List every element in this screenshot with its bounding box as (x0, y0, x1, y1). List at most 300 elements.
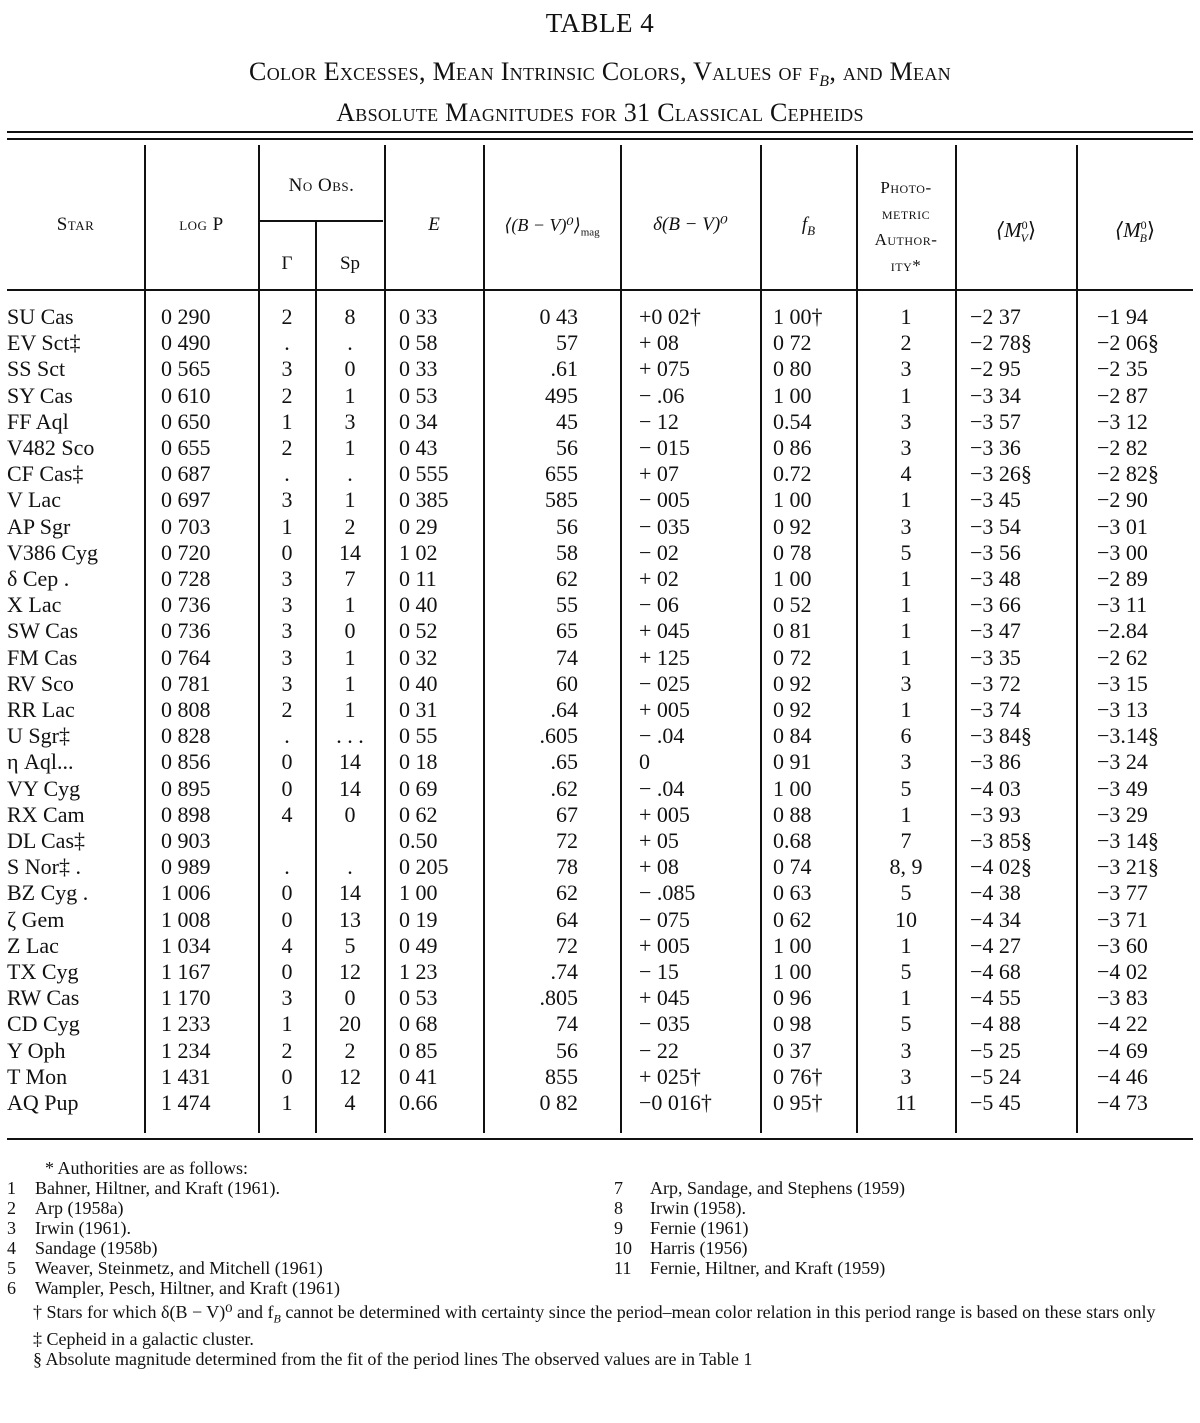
authority-item (614, 1178, 1193, 1198)
header-authority-line: ity* (890, 256, 922, 275)
authority-number: 10 (614, 1238, 632, 1258)
cell-star: BZ Cyg . (7, 880, 89, 906)
cell-mean-color: 855 (545, 1063, 578, 1089)
header-delta-color: δ(B − V)⁰ (653, 214, 728, 235)
cell-star: AQ Pup (7, 1090, 79, 1115)
cell-delta-color: − 06 (639, 592, 679, 618)
cell-e: 0 40 (399, 670, 438, 696)
cell-mv: −3 34 (970, 382, 1021, 408)
cell-fb: 0 92 (773, 697, 812, 722)
cell-star: SY Cas (7, 382, 73, 408)
footnote-dagger-sub: B (273, 1311, 281, 1326)
footnote-dagger-end: cannot be determined with certainty since the period–mean color relation in this period range is based on these stars only (280, 1302, 1156, 1322)
cell-log-p: 0 728 (161, 566, 211, 591)
table-row (0, 592, 1200, 618)
authority-text: Harris (1956) (650, 1238, 748, 1258)
cell-mb: −2 82 (1097, 435, 1148, 460)
cell-log-p: 0 736 (161, 592, 211, 618)
table-row (0, 1090, 1200, 1116)
cell-sp: 1 (344, 487, 356, 513)
cell-mv: −2 37 (970, 304, 1021, 329)
cell-fb: 0 37 (773, 1037, 812, 1063)
cell-gamma: 0 (281, 749, 293, 775)
cell-fb: 1 00 (773, 566, 812, 591)
cell-sp: 5 (344, 932, 356, 958)
table-row (0, 1038, 1200, 1064)
header-mv-text: ⟨M (995, 218, 1022, 242)
authority-number: 3 (7, 1218, 16, 1238)
cell-mean-color: .74 (550, 959, 578, 984)
authority-item (614, 1198, 1193, 1218)
cell-fb: 0 74 (773, 854, 812, 880)
cell-fb: 0 52 (773, 592, 812, 618)
cell-mean-color: .65 (550, 749, 578, 775)
cell-log-p: 0 856 (161, 749, 211, 775)
cell-authority: 1 (900, 618, 912, 644)
cell-mean-color: 64 (556, 906, 578, 932)
cell-mb: −3 21§ (1097, 854, 1159, 880)
cell-log-p: 1 170 (161, 985, 211, 1011)
cell-gamma: 2 (281, 382, 293, 408)
cell-authority: 1 (900, 985, 912, 1011)
cell-mean-color: 57 (556, 330, 578, 356)
cell-authority: 3 (900, 435, 912, 460)
cell-fb: 0 62 (773, 906, 812, 932)
footnote-dagger (7, 1302, 1193, 1329)
cell-fb: 0 88 (773, 801, 812, 827)
table-row (0, 304, 1200, 330)
cell-log-p: 1 034 (161, 932, 211, 958)
cell-fb: 0 91 (773, 749, 812, 775)
authorities-heading: * Authorities are as follows: (45, 1158, 248, 1178)
authorities-list (7, 1178, 1193, 1302)
header-sp: Sp (339, 253, 361, 274)
header-fb (761, 214, 856, 242)
cell-star: η Aql... (7, 749, 74, 775)
cell-gamma: 3 (281, 644, 293, 670)
cell-fb: 0 92 (773, 513, 812, 539)
table-row (0, 1011, 1200, 1037)
cell-sp: 7 (344, 566, 356, 591)
cell-mb: −2 62 (1097, 644, 1148, 670)
cell-gamma: 2 (281, 697, 293, 722)
table-row (0, 409, 1200, 435)
cell-e: 0 18 (399, 749, 438, 775)
authority-text: Fernie, Hiltner, and Kraft (1959) (650, 1258, 886, 1278)
cell-authority: 10 (895, 906, 917, 932)
cell-fb: 1 00 (773, 932, 812, 958)
header-rule (7, 289, 1193, 291)
authority-number: 8 (614, 1198, 623, 1218)
cell-star: EV Sct‡ (7, 330, 81, 356)
authority-text: Irwin (1958). (650, 1198, 746, 1218)
table-number: TABLE 4 (545, 8, 655, 38)
cell-mean-color: 78 (556, 854, 578, 880)
cell-mean-color: 60 (556, 670, 578, 696)
cell-authority: 1 (900, 304, 912, 329)
cell-mean-color: 655 (545, 461, 578, 487)
cell-star: CF Cas‡ (7, 461, 84, 487)
cell-e: 0 55 (399, 723, 438, 749)
authority-text: Weaver, Steinmetz, and Mitchell (1961) (35, 1258, 323, 1278)
cell-sp: 20 (339, 1011, 361, 1037)
cell-mv: −3 57 (970, 408, 1021, 434)
cell-mv: −3 86 (970, 749, 1021, 775)
cell-delta-color: − 22 (639, 1037, 679, 1063)
cell-delta-color: − .04 (639, 775, 685, 801)
cell-mv: −3 56 (970, 539, 1021, 565)
table-row (0, 959, 1200, 985)
authority-text: Fernie (1961) (650, 1218, 749, 1238)
cell-log-p: 0 290 (161, 304, 211, 329)
cell-delta-color: + 08 (639, 854, 679, 880)
cell-sp: 8 (344, 304, 356, 329)
table-row (0, 645, 1200, 671)
cell-star: V Lac (7, 487, 61, 513)
cell-gamma: 2 (281, 1037, 293, 1063)
cell-log-p: 0 895 (161, 775, 211, 801)
cell-mean-color: .805 (539, 985, 578, 1011)
header-mb-text: ⟨M (1114, 218, 1141, 242)
cell-delta-color: − .04 (639, 723, 685, 749)
table-row (0, 330, 1200, 356)
cell-delta-color: − 025 (639, 670, 690, 696)
cell-fb: 0 92 (773, 670, 812, 696)
cell-sp: 1 (344, 382, 356, 408)
cell-gamma: 0 (281, 1063, 293, 1089)
cell-mb: −2 89 (1097, 566, 1148, 591)
authority-text: Bahner, Hiltner, and Kraft (1961). (35, 1178, 280, 1198)
authority-text: Sandage (1958b) (35, 1238, 158, 1258)
cell-gamma: 3 (281, 618, 293, 644)
cell-sp: 1 (344, 435, 356, 460)
authorities-right (614, 1178, 1193, 1278)
cell-mean-color: 585 (545, 487, 578, 513)
cell-delta-color: − 12 (639, 408, 679, 434)
cell-mv: −3 84§ (970, 723, 1032, 749)
cell-authority: 1 (900, 592, 912, 618)
cell-mean-color: 65 (556, 618, 578, 644)
cell-log-p: 1 006 (161, 880, 211, 906)
cell-sp: 13 (339, 906, 361, 932)
cell-star: Y Oph (7, 1037, 66, 1063)
cell-star: RV Sco (7, 670, 74, 696)
cell-star: S Nor‡ . (7, 854, 81, 880)
cell-e: 0 34 (399, 408, 438, 434)
cell-gamma: 0 (281, 906, 293, 932)
cell-log-p: 0 781 (161, 670, 211, 696)
cell-e: 1 23 (399, 959, 438, 984)
cell-authority: 3 (900, 1037, 912, 1063)
table-row (0, 854, 1200, 880)
cell-mv: −2 95 (970, 356, 1021, 382)
cell-sp: . (347, 854, 353, 880)
cell-star: ζ Gem (7, 906, 65, 932)
cell-e: 0.50 (399, 828, 438, 853)
cell-mean-color: 62 (556, 566, 578, 591)
cell-delta-color: + 07 (639, 461, 679, 487)
cell-sp: 12 (339, 959, 361, 984)
cell-sp: 0 (344, 356, 356, 382)
cell-sp: 4 (344, 1090, 356, 1115)
cell-mb: −3 14§ (1097, 828, 1159, 853)
cell-delta-color: − 015 (639, 435, 690, 460)
cell-mv: −5 25 (970, 1037, 1021, 1063)
cell-gamma: . (284, 723, 290, 749)
header-mean-color (484, 214, 620, 244)
cell-delta-color: + 045 (639, 618, 690, 644)
cell-mb: −2 82§ (1097, 461, 1159, 487)
authorities-left (7, 1178, 607, 1298)
cell-sp: 1 (344, 697, 356, 722)
cell-mv: −4 34 (970, 906, 1021, 932)
cell-authority: 1 (900, 644, 912, 670)
authority-number: 11 (614, 1258, 632, 1278)
cell-delta-color: − .06 (639, 382, 685, 408)
bottom-rule (7, 1138, 1193, 1140)
cell-mean-color: 58 (556, 539, 578, 565)
cell-e: 0 69 (399, 775, 438, 801)
cell-mb: −3 00 (1097, 539, 1148, 565)
cell-e: 0 205 (399, 854, 449, 880)
cell-delta-color: − 15 (639, 959, 679, 984)
header-authority-line: metric (881, 204, 931, 223)
cell-delta-color: − .085 (639, 880, 696, 906)
cell-mv: −3 74 (970, 697, 1021, 722)
header-gamma: Γ (281, 253, 293, 274)
cell-authority: 5 (900, 880, 912, 906)
cell-delta-color: −0 016† (639, 1090, 712, 1115)
cell-fb: 0 96 (773, 985, 812, 1011)
cell-star: DL Cas‡ (7, 828, 86, 853)
cell-authority: 5 (900, 959, 912, 984)
caption-subscript: B (819, 73, 830, 91)
cell-star: V482 Sco (7, 435, 95, 460)
cell-delta-color: − 035 (639, 1011, 690, 1037)
cell-sp: 14 (339, 749, 361, 775)
header-log-p: log P (179, 214, 224, 235)
authority-text: Arp, Sandage, and Stephens (1959) (650, 1178, 905, 1198)
cell-fb: 0.72 (773, 461, 812, 487)
cell-mean-color: 55 (556, 592, 578, 618)
authority-item (7, 1198, 607, 1218)
table-row (0, 671, 1200, 697)
cell-authority: 3 (900, 1063, 912, 1089)
cell-sp: 12 (339, 1063, 361, 1089)
footnote-dagger-text: † Stars for which δ(B − V)⁰ and f (33, 1302, 274, 1322)
table-row (0, 880, 1200, 906)
cell-star: SS Sct (7, 356, 66, 382)
cell-mb: −3 83 (1097, 985, 1148, 1011)
cell-fb: 1 00† (773, 304, 823, 329)
cell-mean-color: 56 (556, 435, 578, 460)
cell-sp: 14 (339, 539, 361, 565)
cell-sp: . (347, 461, 353, 487)
cell-log-p: 0 565 (161, 356, 211, 382)
cell-log-p: 1 008 (161, 906, 211, 932)
authority-item (7, 1218, 607, 1238)
cell-mb: −4 02 (1097, 959, 1148, 984)
cell-mv: −3 66 (970, 592, 1021, 618)
cell-delta-color: +0 02† (639, 304, 701, 329)
table-row (0, 723, 1200, 749)
table-row (0, 383, 1200, 409)
cell-gamma: 3 (281, 487, 293, 513)
cell-log-p: 0 828 (161, 723, 211, 749)
table-row (0, 487, 1200, 513)
cell-delta-color: + 005 (639, 697, 690, 722)
cell-e: 0 11 (399, 566, 437, 591)
cell-log-p: 0 903 (161, 828, 211, 853)
cell-mean-color: 72 (556, 932, 578, 958)
cell-authority: 3 (900, 749, 912, 775)
cell-e: 0 49 (399, 932, 438, 958)
header-mv-close: ⟩ (1027, 218, 1037, 242)
cell-mean-color: 0 43 (539, 304, 578, 329)
cell-mv: −4 68 (970, 959, 1021, 984)
authority-number: 9 (614, 1218, 623, 1238)
cell-gamma: 1 (281, 513, 293, 539)
cell-delta-color: + 045 (639, 985, 690, 1011)
table-row (0, 828, 1200, 854)
cell-delta-color: + 025† (639, 1063, 701, 1089)
cell-fb: 1 00 (773, 382, 812, 408)
cell-delta-color: + 005 (639, 932, 690, 958)
authority-item (7, 1238, 607, 1258)
cell-star: CD Cyg (7, 1011, 80, 1037)
cell-delta-color: − 035 (639, 513, 690, 539)
cell-mean-color: 495 (545, 382, 578, 408)
cell-gamma: 3 (281, 985, 293, 1011)
cell-authority: 3 (900, 670, 912, 696)
cell-sp: 3 (344, 408, 356, 434)
cell-sp: 2 (344, 1037, 356, 1063)
cell-gamma: . (284, 330, 290, 356)
authority-text: Wampler, Pesch, Hiltner, and Kraft (1961) (35, 1278, 341, 1298)
cell-e: 0 53 (399, 382, 438, 408)
cell-mean-color: .61 (550, 356, 578, 382)
cell-sp: . (347, 330, 353, 356)
header-mean-color-text: ⟨(B − V)⁰⟩ (504, 215, 581, 235)
cell-log-p: 0 697 (161, 487, 211, 513)
cell-e: 0 33 (399, 356, 438, 382)
cell-gamma: . (284, 854, 290, 880)
cell-sp: . . . (336, 723, 364, 749)
authority-item (614, 1238, 1193, 1258)
cell-mean-color: 56 (556, 513, 578, 539)
cell-gamma: 0 (281, 775, 293, 801)
cell-mv: −2 78§ (970, 330, 1032, 356)
cell-sp: 0 (344, 618, 356, 644)
cell-e: 0.66 (399, 1090, 438, 1115)
cell-fb: 0 76† (773, 1063, 823, 1089)
cell-log-p: 0 610 (161, 382, 211, 408)
cell-mb: −3 29 (1097, 801, 1148, 827)
cell-authority: 4 (900, 461, 912, 487)
header-mv-sub: V (1020, 231, 1028, 246)
cell-delta-color: + 005 (639, 801, 690, 827)
cell-fb: 0.54 (773, 408, 812, 434)
table-row (0, 776, 1200, 802)
cell-fb: 1 00 (773, 487, 812, 513)
cell-mb: −3.14§ (1097, 723, 1159, 749)
cell-mean-color: 0 82 (539, 1090, 578, 1115)
cell-authority: 2 (900, 330, 912, 356)
cell-mb: −2.84 (1097, 618, 1148, 644)
cell-mean-color: .62 (550, 775, 578, 801)
cell-sp: 1 (344, 644, 356, 670)
authority-item (7, 1278, 607, 1298)
cell-delta-color: + 05 (639, 828, 679, 853)
cell-fb: 0 98 (773, 1011, 812, 1037)
cell-star: δ Cep . (7, 566, 70, 591)
cell-fb: 0 72 (773, 644, 812, 670)
cell-gamma: 3 (281, 592, 293, 618)
table-row (0, 1064, 1200, 1090)
cell-mean-color: .605 (539, 723, 578, 749)
cell-delta-color: − 02 (639, 539, 679, 565)
caption-line-1 (0, 56, 1200, 97)
cell-mv: −4 02§ (970, 854, 1032, 880)
cell-authority: 1 (900, 487, 912, 513)
cell-fb: 0.68 (773, 828, 812, 853)
cell-mb: −2 06§ (1097, 330, 1159, 356)
cell-authority: 1 (900, 801, 912, 827)
cell-delta-color: − 005 (639, 487, 690, 513)
cell-mv: −3 72 (970, 670, 1021, 696)
cell-sp: 1 (344, 592, 356, 618)
cell-star: FF Aql (7, 408, 69, 434)
table-row (0, 802, 1200, 828)
table-row (0, 618, 1200, 644)
cell-log-p: 0 655 (161, 435, 211, 460)
cell-fb: 0 63 (773, 880, 812, 906)
cell-fb: 0 80 (773, 356, 812, 382)
header-mean-color-sub: mag (580, 226, 600, 239)
cell-e: 0 555 (399, 461, 449, 487)
footnote-section: § Absolute magnitude determined from the fit of the period lines The observed values are in Table 1 (33, 1348, 753, 1369)
cell-mb: −3 24 (1097, 749, 1148, 775)
cell-mb: −2 90 (1097, 487, 1148, 513)
cell-gamma: 0 (281, 959, 293, 984)
cell-star: TX Cyg (7, 959, 79, 984)
cell-e: 1 02 (399, 539, 438, 565)
cell-authority: 8, 9 (889, 854, 923, 880)
cell-log-p: 1 431 (161, 1063, 211, 1089)
cell-mv: −3 35 (970, 644, 1021, 670)
cell-mean-color: 67 (556, 801, 578, 827)
cell-authority: 5 (900, 775, 912, 801)
cell-mb: −2 87 (1097, 382, 1148, 408)
cell-authority: 5 (900, 539, 912, 565)
table-row (0, 697, 1200, 723)
cell-delta-color: + 125 (639, 644, 690, 670)
cell-authority: 3 (900, 513, 912, 539)
cell-gamma: 1 (281, 408, 293, 434)
cell-star: RW Cas (7, 985, 80, 1011)
cell-e: 0 68 (399, 1011, 438, 1037)
cell-e: 0 53 (399, 985, 438, 1011)
cell-mb: −4 22 (1097, 1011, 1148, 1037)
cell-star: VY Cyg (7, 775, 81, 801)
header-authority-line: Author- (874, 230, 938, 249)
cell-mb: −3 11 (1097, 592, 1148, 618)
cell-fb: 0 78 (773, 539, 812, 565)
authority-number: 7 (614, 1178, 623, 1198)
cell-mb: −3 71 (1097, 906, 1148, 932)
cell-authority: 5 (900, 1011, 912, 1037)
cell-delta-color: + 02 (639, 566, 679, 591)
